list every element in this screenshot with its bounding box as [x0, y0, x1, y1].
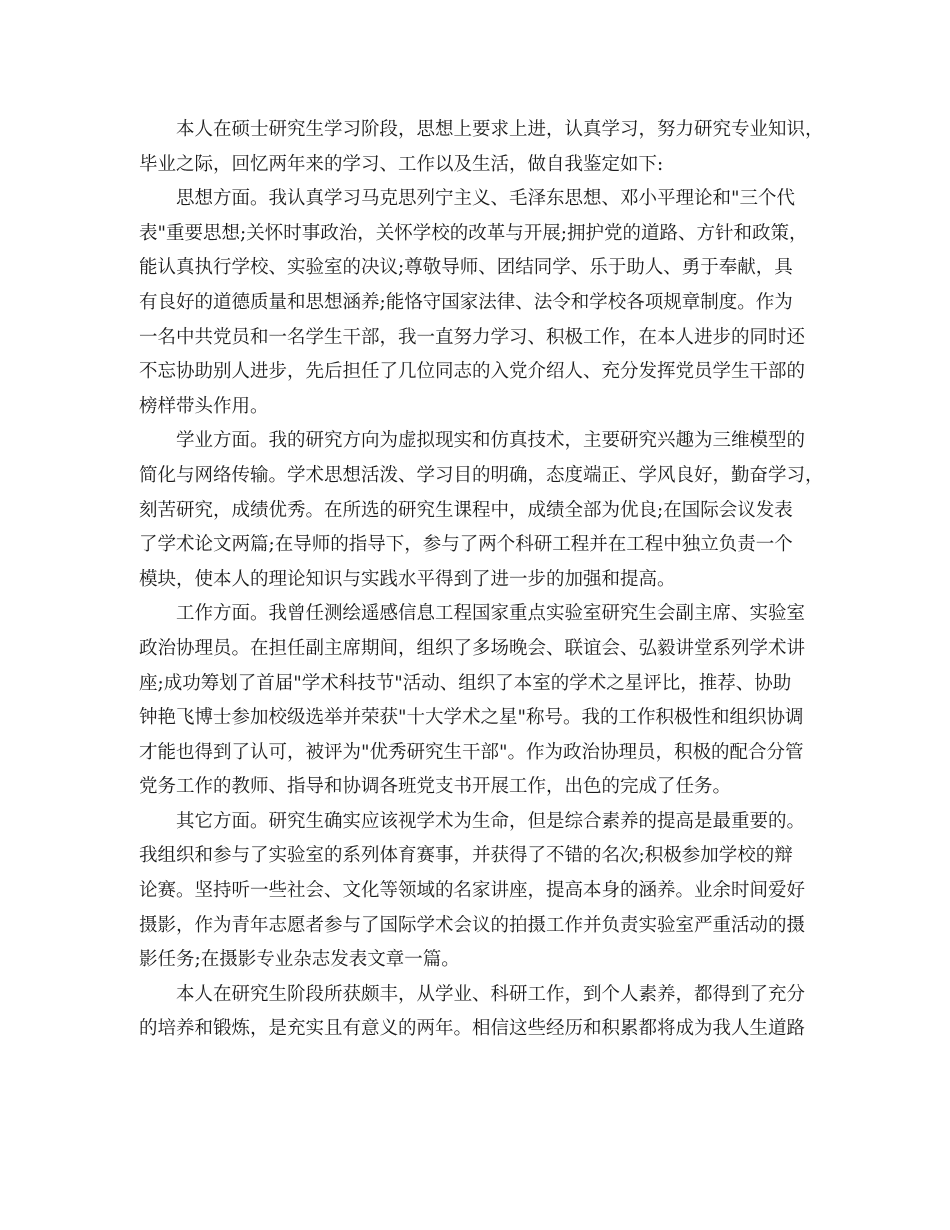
paragraph-line: 论赛。坚持听一些社会、文化等领域的名家讲座，提高本身的涵养。业余时间爱好 — [139, 880, 806, 902]
paragraph-line: 有良好的道德质量和思想涵养;能恪守国家法律、法令和学校各项规章制度。作为 — [139, 291, 793, 313]
paragraph-line: 本人在研究生阶段所获颇丰，从学业、科研工作，到个人素养，都得到了充分 — [176, 983, 806, 1005]
paragraph-intro — [139, 113, 824, 182]
paragraph-other — [139, 805, 814, 978]
paragraph-line: 一名中共党员和一名学生干部，我一直努力学习、积极工作，在本人进步的同时还 — [139, 326, 806, 348]
paragraph-line: 其它方面。研究生确实应该视学术为生命，但是综合素养的提高是最重要的。 — [176, 810, 806, 832]
paragraph-line: 座;成功筹划了首届"学术科技节"活动、组织了本室的学术之星评比，推荐、协助 — [139, 672, 792, 694]
paragraph-line: 本人在硕士研究生学习阶段，思想上要求上进，认真学习，努力研究专业知识， — [176, 119, 824, 140]
paragraph-line: 简化与网络传输。学术思想活泼、学习目的明确，态度端正、学风良好，勤奋学习， — [139, 464, 824, 486]
paragraph-line: 摄影，作为青年志愿者参与了国际学术会议的拍摄工作并负责实验室严重活动的摄 — [139, 914, 806, 936]
paragraph-line: 钟艳飞博士参加校级选举并荣获"十大学术之星"称号。我的工作积极性和组织协调 — [139, 707, 804, 729]
document-body — [139, 113, 824, 1047]
paragraph-line: 了学术论文两篇;在导师的指导下，参与了两个科研工程并在工程中独立负责一个 — [139, 534, 793, 556]
paragraph-line: 学业方面。我的研究方向为虚拟现实和仿真技术，主要研究兴趣为三维模型的 — [176, 430, 806, 452]
paragraph-line: 思想方面。我认真学习马克思列宁主义、毛泽东思想、邓小平理论和"三个代 — [176, 188, 796, 210]
paragraph-line: 的培养和锻炼，是充实且有意义的两年。相信这些经历和积累都将成为我人生道路 — [139, 1018, 806, 1040]
paragraph-academics — [139, 424, 824, 597]
paragraph-line: 模块，使本人的理论知识与实践水平得到了进一步的加强和提高。 — [139, 568, 676, 590]
paragraph-line: 榜样带头作用。 — [139, 395, 269, 417]
paragraph-line: 能认真执行学校、实验室的决议;尊敬导师、团结同学、乐于助人、勇于奉献，具 — [139, 257, 793, 279]
paragraph-line: 不忘协助别人进步，先后担任了几位同志的入党介绍人、充分发挥党员学生干部的 — [139, 361, 806, 383]
paragraph-line: 毕业之际，回忆两年来的学习、工作以及生活，做自我鉴定如下: — [139, 153, 664, 175]
paragraph-line: 工作方面。我曾任测绘遥感信息工程国家重点实验室研究生会副主席、实验室 — [176, 603, 806, 625]
paragraph-line: 才能也得到了认可，被评为"优秀研究生干部"。作为政治协理员，积极的配合分管 — [139, 741, 804, 763]
paragraph-line: 表"重要思想;关怀时事政治，关怀学校的改革与开展;拥护党的道路、方针和政策， — [139, 222, 808, 244]
paragraph-line: 我组织和参与了实验室的系列体育赛事，并获得了不错的名次;积极参加学校的辩 — [139, 845, 793, 867]
paragraph-line: 党务工作的教师、指导和协调各班党支书开展工作，出色的完成了任务。 — [139, 776, 732, 798]
paragraph-summary — [139, 978, 814, 1047]
paragraph-line: 影任务;在摄影专业杂志发表文章一篇。 — [139, 949, 460, 971]
paragraph-line: 政治协理员。在担任副主席期间，组织了多场晚会、联谊会、弘毅讲堂系列学术讲 — [139, 637, 806, 659]
paragraph-ideology — [139, 182, 814, 424]
paragraph-work — [139, 597, 814, 805]
paragraph-line: 刻苦研究，成绩优秀。在所选的研究生课程中，成绩全部为优良;在国际会议发表 — [139, 499, 793, 521]
